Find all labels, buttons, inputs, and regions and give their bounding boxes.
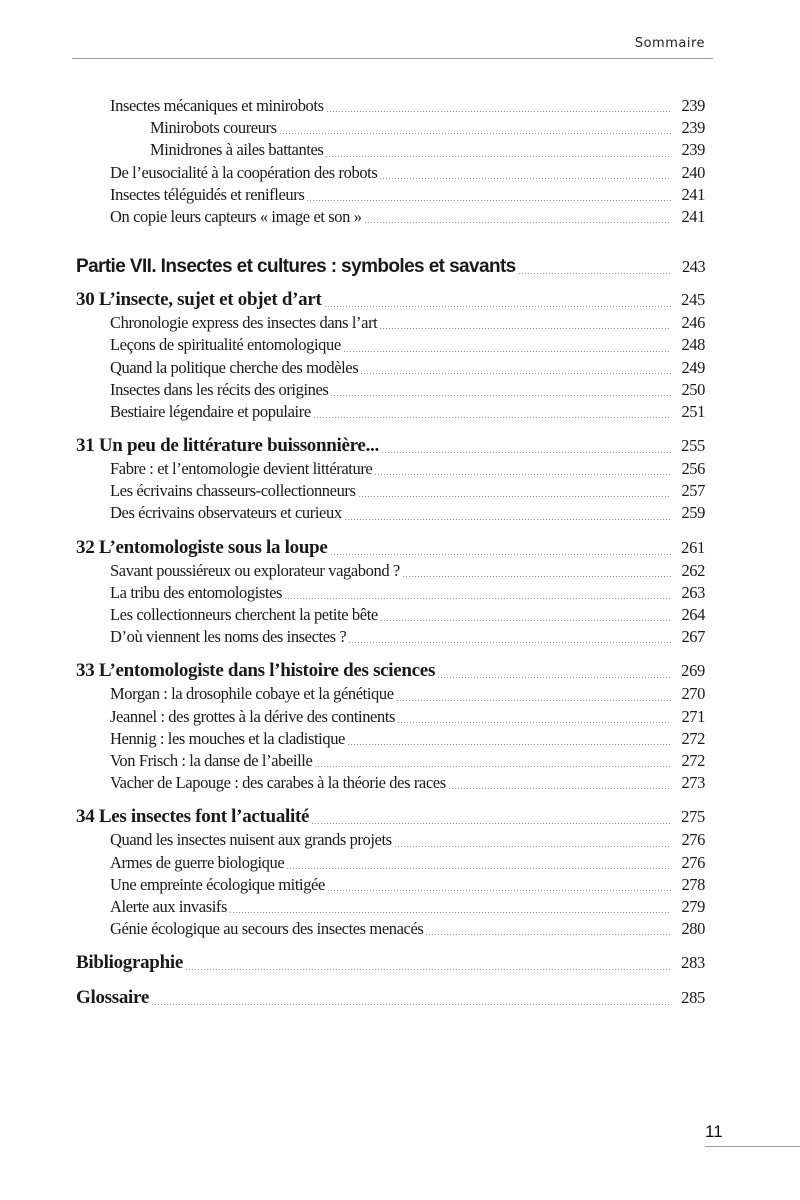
toc-entry-title: Hennig : les mouches et la cladistique xyxy=(110,728,345,748)
toc-entry-title: Chronologie express des insectes dans l’art xyxy=(110,313,378,333)
toc-entry-sub[interactable] xyxy=(76,875,705,897)
dot-leader xyxy=(347,744,671,745)
toc-entry-chap[interactable] xyxy=(76,537,705,561)
dot-leader xyxy=(326,111,671,112)
toc-entry-sub[interactable] xyxy=(76,583,705,605)
toc-entry-page: 239 xyxy=(681,140,705,160)
toc-entry-title: Quand les insectes nuisent aux grands projets xyxy=(110,830,392,850)
toc-entry-title: Fabre : et l’entomologie devient littérature xyxy=(110,459,373,479)
toc-entry-sub[interactable] xyxy=(76,684,705,706)
toc-entry-sub[interactable] xyxy=(76,773,705,795)
toc-entry-title: Savant poussiéreux ou explorateur vagabond ? xyxy=(110,560,400,580)
toc-entry-sub[interactable] xyxy=(76,402,705,424)
toc-entry-chap[interactable] xyxy=(76,952,705,976)
toc-entry-title: Partie VII. Insectes et cultures : symboles et savants xyxy=(76,256,516,278)
toc-entry-sub[interactable] xyxy=(76,919,705,941)
toc-entry-title: Insectes téléguidés et renifleurs xyxy=(110,184,305,204)
dot-leader xyxy=(358,496,671,497)
toc-entry-title: De l’eusocialité à la coopération des robots xyxy=(110,162,378,182)
toc-entry-page: 249 xyxy=(681,357,705,377)
toc-entry-title: Minirobots coureurs xyxy=(150,118,277,138)
dot-leader xyxy=(229,912,671,913)
toc-entry-page: 239 xyxy=(681,96,705,115)
dot-leader xyxy=(360,373,671,374)
toc-entry-page: 270 xyxy=(681,684,705,704)
toc-entry-page: 257 xyxy=(681,481,705,501)
dot-leader xyxy=(402,576,671,577)
toc-entry-page: 278 xyxy=(681,874,705,894)
dot-leader xyxy=(343,351,671,352)
toc-entry-sub[interactable] xyxy=(76,380,705,402)
toc-entry-page: 269 xyxy=(681,661,705,681)
toc-entry-page: 262 xyxy=(681,560,705,580)
toc-entry-page: 243 xyxy=(682,257,705,277)
dot-leader xyxy=(448,788,671,789)
toc-entry-sub[interactable] xyxy=(76,605,705,627)
dot-leader xyxy=(379,328,671,329)
toc-entry-sub[interactable] xyxy=(76,853,705,875)
toc-entry-chap[interactable] xyxy=(76,987,705,1011)
toc-entry-sub[interactable] xyxy=(76,561,705,583)
toc-entry-sub[interactable] xyxy=(76,830,705,852)
toc-entry-part[interactable] xyxy=(76,256,705,280)
dot-leader xyxy=(379,178,671,179)
toc-entry-title: Des écrivains observateurs et curieux xyxy=(110,503,342,523)
toc-entry-page: 273 xyxy=(681,773,705,793)
dot-leader xyxy=(344,519,671,520)
dot-leader xyxy=(397,722,671,723)
toc-entry-page: 256 xyxy=(681,459,705,479)
toc-entry-title: 33 L’entomologiste dans l’histoire des sciences xyxy=(76,660,436,682)
toc-entry-sub[interactable] xyxy=(76,481,705,503)
toc-entry-page: 246 xyxy=(681,313,705,333)
toc-entry-page: 241 xyxy=(681,184,705,204)
toc-entry-title: Armes de guerre biologique xyxy=(110,852,285,872)
toc-entry-title: 32 L’entomologiste sous la loupe xyxy=(76,536,328,558)
toc-entry-page: 239 xyxy=(681,118,705,138)
toc-entry-title: Vacher de Lapouge : des carabes à la théorie des races xyxy=(110,773,446,793)
toc-entry-page: 261 xyxy=(681,537,705,557)
toc-entry-sub[interactable] xyxy=(76,459,705,481)
toc-entry-page: 248 xyxy=(681,335,705,355)
toc-entry-subsub[interactable] xyxy=(76,118,705,140)
toc-entry-page: 283 xyxy=(681,953,705,973)
toc-entry-title: Les écrivains chasseurs-collectionneurs xyxy=(110,481,356,501)
dot-leader xyxy=(151,1004,671,1005)
toc-entry-sub[interactable] xyxy=(76,729,705,751)
dot-leader xyxy=(279,133,671,134)
toc-entry-page: 279 xyxy=(681,896,705,916)
dot-leader xyxy=(306,200,671,201)
toc-entry-title: Insectes mécaniques et minirobots xyxy=(110,96,324,115)
toc-entry-sub[interactable] xyxy=(76,503,705,525)
toc-entry-title: 31 Un peu de littérature buissonnière... xyxy=(76,435,379,457)
running-header: Sommaire xyxy=(634,36,705,51)
toc-entry-sub[interactable] xyxy=(76,627,705,649)
toc-entry-chap[interactable] xyxy=(76,289,705,313)
toc-entry-page: 241 xyxy=(681,206,705,226)
toc-entry-title: Insectes dans les récits des origines xyxy=(110,379,329,399)
toc-entry-title: Les collectionneurs cherchent la petite bête xyxy=(110,605,378,624)
dot-leader xyxy=(324,306,671,307)
toc-entry-title: Jeannel : des grottes à la dérive des continents xyxy=(110,706,396,726)
toc-entry-chap[interactable] xyxy=(76,435,705,459)
toc-entry-page: 280 xyxy=(681,919,705,939)
dot-leader xyxy=(348,642,671,643)
toc-entry-title: Génie écologique au secours des insectes menacés xyxy=(110,919,424,939)
toc-entry-title: Morgan : la drosophile cobaye et la génétique xyxy=(110,684,394,704)
dot-leader xyxy=(396,700,671,701)
dot-leader xyxy=(330,395,671,396)
dot-leader xyxy=(311,823,671,824)
dot-leader xyxy=(374,474,671,475)
toc-entry-title: 34 Les insectes font l’actualité xyxy=(76,806,310,828)
toc-entry-page: 251 xyxy=(681,401,705,421)
dot-leader xyxy=(185,969,671,970)
toc-entry-page: 250 xyxy=(681,379,705,399)
dot-leader xyxy=(437,677,671,678)
toc-entry-page: 275 xyxy=(681,807,705,827)
toc-entry-page: 267 xyxy=(681,627,705,647)
toc-entry-chap[interactable] xyxy=(76,806,705,830)
toc-entry-sub[interactable] xyxy=(76,313,705,335)
toc-entry-sub[interactable] xyxy=(76,358,705,380)
dot-leader xyxy=(425,934,671,935)
footer-rule xyxy=(705,1146,800,1147)
toc-entry-sub[interactable] xyxy=(76,207,705,229)
toc-entry-page: 245 xyxy=(681,290,705,310)
toc-entry-page: 259 xyxy=(681,503,705,523)
toc-entry-title: Quand la politique cherche des modèles xyxy=(110,357,359,377)
toc-entry-chap[interactable] xyxy=(76,660,705,684)
toc-entry-sub[interactable] xyxy=(76,897,705,919)
dot-leader xyxy=(380,620,671,621)
toc-entry-title: Bibliographie xyxy=(76,952,183,974)
toc-entry-title: Glossaire xyxy=(76,987,149,1009)
toc-entry-sub[interactable] xyxy=(76,707,705,729)
table-of-contents xyxy=(76,96,705,1011)
toc-entry-sub[interactable] xyxy=(76,751,705,773)
dot-leader xyxy=(394,846,671,847)
toc-entry-page: 255 xyxy=(681,436,705,456)
toc-entry-sub[interactable] xyxy=(76,185,705,207)
toc-entry-title: Minidrones à ailes battantes xyxy=(150,140,324,160)
toc-entry-title: D’où viennent les noms des insectes ? xyxy=(110,627,347,647)
toc-entry-title: On copie leurs capteurs « image et son » xyxy=(110,206,362,226)
toc-entry-title: La tribu des entomologistes xyxy=(110,582,283,602)
toc-entry-page: 272 xyxy=(681,750,705,770)
toc-entry-page: 285 xyxy=(681,988,705,1008)
toc-entry-title: Bestiaire légendaire et populaire xyxy=(110,401,311,421)
toc-entry-title: 30 L’insecte, sujet et objet d’art xyxy=(76,289,322,311)
toc-entry-title: Von Frisch : la danse de l’abeille xyxy=(110,750,313,770)
dot-leader xyxy=(284,598,671,599)
toc-entry-sub[interactable] xyxy=(76,163,705,185)
dot-leader xyxy=(313,417,671,418)
toc-entry-title: Leçons de spiritualité entomologique xyxy=(110,335,341,355)
dot-leader xyxy=(327,890,671,891)
toc-entry-page: 276 xyxy=(681,830,705,850)
toc-entry-subsub[interactable] xyxy=(76,140,705,162)
dot-leader xyxy=(518,273,671,274)
toc-entry-page: 263 xyxy=(681,582,705,602)
toc-entry-page: 272 xyxy=(681,728,705,748)
dot-leader xyxy=(330,554,671,555)
toc-entry-page: 240 xyxy=(681,162,705,182)
toc-entry-title: Une empreinte écologique mitigée xyxy=(110,874,325,894)
header-rule xyxy=(72,58,713,59)
dot-leader xyxy=(286,868,671,869)
toc-entry-sub[interactable] xyxy=(76,335,705,357)
toc-entry-page: 276 xyxy=(681,852,705,872)
dot-leader xyxy=(325,156,671,157)
dot-leader xyxy=(364,222,671,223)
page-number: 11 xyxy=(705,1122,723,1141)
toc-entry-sub[interactable] xyxy=(76,96,705,118)
toc-entry-page: 271 xyxy=(681,706,705,726)
dot-leader xyxy=(314,766,671,767)
toc-entry-title: Alerte aux invasifs xyxy=(110,896,228,916)
dot-leader xyxy=(381,452,671,453)
toc-entry-page: 264 xyxy=(681,605,705,624)
